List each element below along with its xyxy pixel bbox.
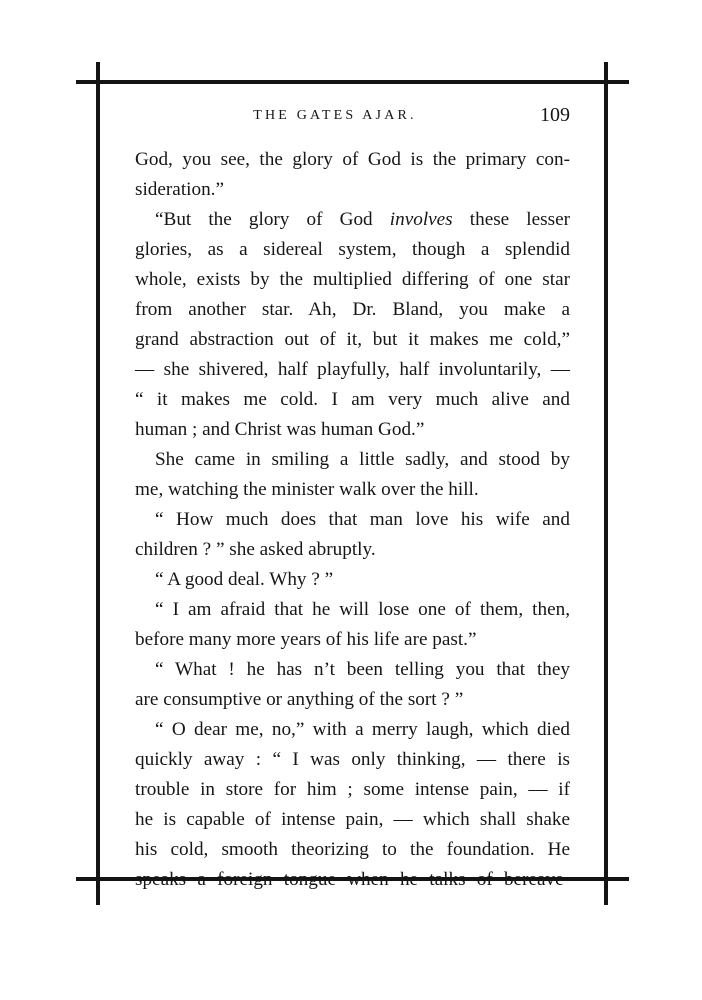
text-line: trouble in store for him ; some intense pain, — if [135, 779, 570, 800]
text-line: me, watching the minister walk over the hill. [135, 479, 479, 500]
text-line: “But the glory of God involves these lesser [155, 209, 570, 230]
text-line: sideration.” [135, 179, 224, 200]
emphasized-word: involves [389, 209, 453, 230]
text-line: his cold, smooth theorizing to the foundation. He [135, 839, 570, 860]
text-line: “ A good deal. Why ? ” [155, 569, 334, 590]
text-line: “ it makes me cold. I am very much alive and [135, 389, 570, 410]
right-border-rule [604, 62, 608, 905]
text-line: “ O dear me, no,” with a merry laugh, which died [155, 719, 570, 740]
text-line: glories, as a sidereal system, though a splendid [135, 239, 570, 260]
text-line: “ What ! he has n’t been telling you that they [155, 659, 570, 680]
text-line: are consumptive or anything of the sort ? ” [135, 689, 464, 710]
top-border-rule [76, 80, 629, 84]
text-line: She came in smiling a little sadly, and stood by [155, 449, 570, 470]
running-title: THE GATES AJAR. [253, 108, 417, 123]
text-line: speaks a foreign tongue when he talks of bereave- [135, 869, 570, 890]
text-line: human ; and Christ was human God.” [135, 419, 425, 440]
text-line: “ How much does that man love his wife and [155, 509, 570, 530]
text-line: whole, exists by the multiplied differing of one star [135, 269, 570, 290]
text-line: grand abstraction out of it, but it makes me cold,” [135, 329, 570, 350]
text-line: from another star. Ah, Dr. Bland, you make a [135, 299, 570, 320]
text-line: — she shivered, half playfully, half involuntarily, — [135, 359, 570, 380]
text-line: quickly away : “ I was only thinking, — there is [135, 749, 570, 770]
page-number: 109 [540, 104, 570, 126]
page-header [100, 104, 570, 128]
text-line: before many more years of his life are past.” [135, 629, 477, 650]
left-border-rule [96, 62, 100, 905]
text-line: he is capable of intense pain, — which shall shake [135, 809, 570, 830]
text-line: “ I am afraid that he will lose one of them, then, [155, 599, 570, 620]
body-text [135, 145, 570, 895]
text-line: children ? ” she asked abruptly. [135, 539, 376, 560]
text-line: God, you see, the glory of God is the primary con- [135, 149, 570, 170]
